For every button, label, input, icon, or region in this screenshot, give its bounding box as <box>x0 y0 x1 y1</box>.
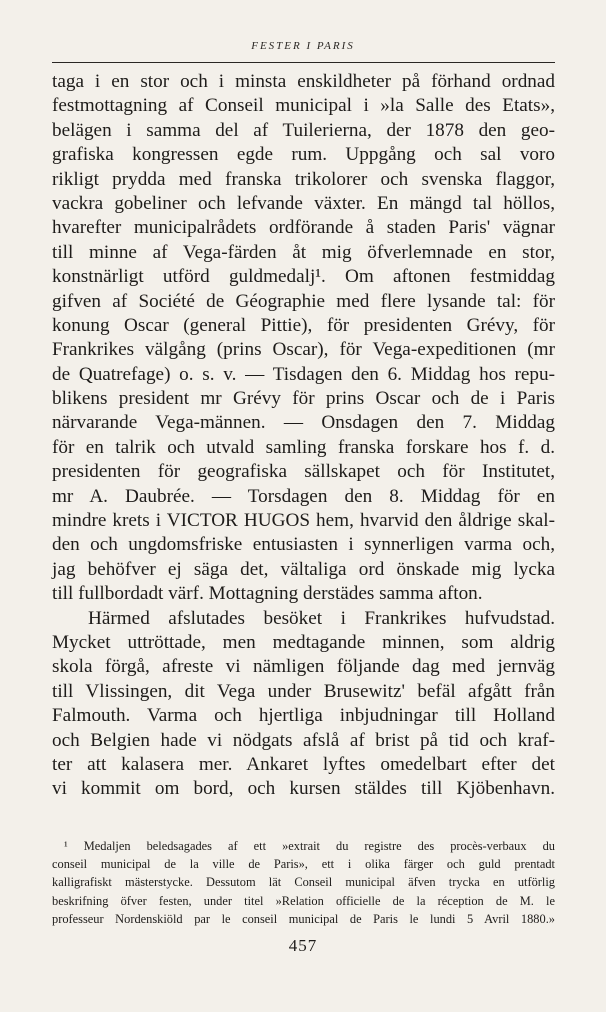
body-line: belägen i samma del af Tuilerierna, der 1878 den geo- <box>52 119 555 141</box>
footnote-line: beskrifning öfver festen, under titel »Relation officielle de la réception de M. le <box>52 893 555 908</box>
body-line: till minne af Vega-färden åt mig öfverlemnade en stor, <box>52 241 555 263</box>
body-line: mindre krets i VICTOR HUGOS hem, hvarvid den åldrige skal- <box>52 510 555 532</box>
body-line: konung Oscar (general Pittie), för presidenten Grévy, för <box>52 314 555 336</box>
body-line: till fullbordadt värf. Mottagning derstädes samma afton. <box>52 583 483 605</box>
body-line: jag behöfver ej säga det, vältaliga ord önskade mig lycka <box>52 558 555 580</box>
body-line: mr A. Daubrée. — Torsdagen den 8. Middag för en <box>52 485 555 507</box>
body-line: Falmouth. Varma och hjertliga inbjudningar till Holland <box>52 705 555 727</box>
body-line: vackra gobeliner och lefvande växter. En mängd tal höllos, <box>52 192 555 214</box>
body-line: den och ungdomsfriske entusiasten i synnerligen varma och, <box>52 534 555 556</box>
body-line: taga i en stor och i minsta enskildheter på förhand ordnad <box>52 71 555 92</box>
body-line: festmottagning af Conseil municipal i »la Salle des Etats», <box>52 95 555 117</box>
page-number: 457 <box>288 936 318 955</box>
footnote-line: conseil municipal de la ville de Paris», ett i olika färger och guld prentadt <box>52 857 555 872</box>
body-line: och Belgien hade vi nödgats afslå af brist på tid och kraf- <box>52 729 555 751</box>
body-line: presidenten för geografiska sällskapet och för Institutet, <box>52 461 555 483</box>
body-text <box>52 70 555 802</box>
body-line: konstnärligt utförd guldmedalj¹. Om aftonen festmiddag <box>52 266 555 288</box>
body-line: blikens president mr Grévy för prins Oscar och de i Paris <box>52 388 555 410</box>
body-line: till Vlissingen, dit Vega under Brusewitz' befäl afgått från <box>52 680 555 702</box>
footnote-line: professeur Nordenskiöld par le conseil municipal de Paris le lundi 5 Avril 1880.» <box>52 911 555 926</box>
header-rule <box>52 62 555 63</box>
body-line: vi kommit om bord, och kursen stäldes till Kjöbenhavn. <box>52 778 555 800</box>
footnote-line: ¹ Medaljen beledsagades af ett »extrait du registre des procès-verbaux du <box>64 839 555 853</box>
body-line: hvarefter municipalrådets ordförande å staden Paris' vägnar <box>52 217 555 239</box>
body-line: gifven af Société de Géographie med flere lysande tal: för <box>52 290 555 312</box>
footnote-line: kalligrafiskt mästerstycke. Dessutom lät Conseil municipal äfven trycka en utförlig <box>52 875 555 890</box>
body-line: rikligt prydda med franska trikolorer och svenska flaggor, <box>52 168 555 190</box>
footnote <box>52 837 555 928</box>
body-line: för en talrik och utvald samling franska forskare hos f. d. <box>52 436 555 458</box>
running-head: FESTER I PARIS <box>251 40 355 52</box>
body-line: närvarande Vega-männen. — Onsdagen den 7. Middag <box>52 412 555 434</box>
body-line: ter att kalasera mer. Ankaret lyftes omedelbart efter det <box>52 753 555 775</box>
body-line: Frankrikes välgång (prins Oscar), för Vega-expeditionen (mr <box>52 339 555 361</box>
body-line: skola förgå, afreste vi nämligen följande dag med jernväg <box>52 656 555 678</box>
body-line: de Quatrefage) o. s. v. — Tisdagen den 6. Middag hos repu- <box>52 363 555 385</box>
body-line: Mycket uttröttade, men medtagande minnen, som aldrig <box>52 631 555 653</box>
body-line: Härmed afslutades besöket i Frankrikes hufvudstad. <box>88 607 555 629</box>
body-line: grafiska kongressen egde rum. Uppgång och sal voro <box>52 144 555 166</box>
